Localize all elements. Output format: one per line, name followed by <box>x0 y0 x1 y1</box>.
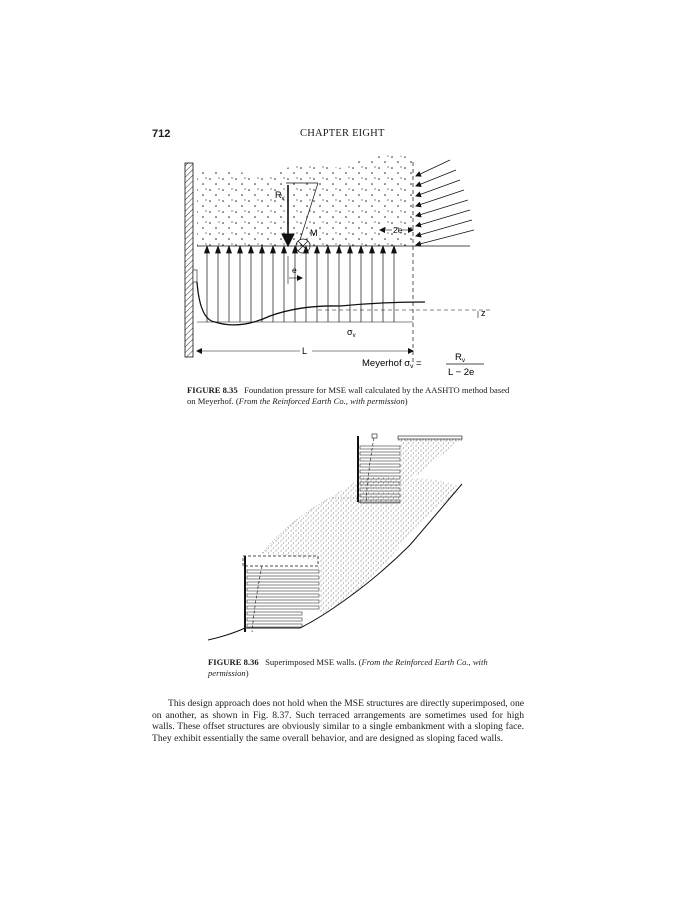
svg-text:Meyerhof σv =: Meyerhof $\sigma_v$ = <box>362 358 422 370</box>
body-paragraph: This design approach does not hold when the MSE structures are directly superimposed, one on another, as shown in Fig. 8.37. Such terraced arrangements are sometimes used for high walls. These offset structures are obviously similar to a single embankment with a sloping face. They exhibit essentially the same overall behavior, and are designed as sloping faced walls. <box>152 698 524 744</box>
lower-reinforcement-strip <box>247 570 319 573</box>
svg-text:Rv: $R_v$ <box>455 352 466 364</box>
lower-reinforcement-strip <box>247 576 319 579</box>
figure-8-35-caption: FIGURE 8.35 Foundation pressure for MSE wall calculated by the AASHTO method based on Meyerhof. (From the Reinforced Earth Co., with permission) <box>187 385 510 406</box>
lower-mse-wall <box>243 556 319 632</box>
svg-text:L − 2e: L − 2e <box>448 367 475 378</box>
upper-reinforcement-strip <box>360 446 400 449</box>
label-m: M <box>310 228 318 238</box>
lower-reinforcement-strip <box>247 624 302 627</box>
label-e: e <box>292 265 297 275</box>
upper-reinforcement-strip <box>360 470 400 473</box>
lower-reinforcement-strip <box>247 600 319 603</box>
lower-reinforcement-strip <box>247 612 302 615</box>
label-z: z <box>481 308 486 318</box>
upper-reinforcement-strip <box>360 464 400 467</box>
label-2e: 2e <box>393 225 403 235</box>
upper-reinforcement-strip <box>360 452 400 455</box>
page-number: 712 <box>152 128 171 140</box>
upper-backfill <box>400 440 462 482</box>
label-rv: $R_v$ <box>275 190 285 202</box>
running-head: CHAPTER EIGHT <box>300 128 385 139</box>
label-sigma-v: $\sigma_v$ <box>347 327 356 339</box>
lower-reinforcement-strip <box>247 594 319 597</box>
upper-reinforcement-strip <box>360 458 400 461</box>
figure-8-36-caption: FIGURE 8.36 Superimposed MSE walls. (From the Reinforced Earth Co., with permission) <box>208 657 488 678</box>
lower-reinforcement-strip <box>247 618 302 621</box>
label-l: L <box>302 346 308 356</box>
lower-reinforcement-strip <box>247 606 319 609</box>
lower-reinforcement-strip <box>247 582 319 585</box>
